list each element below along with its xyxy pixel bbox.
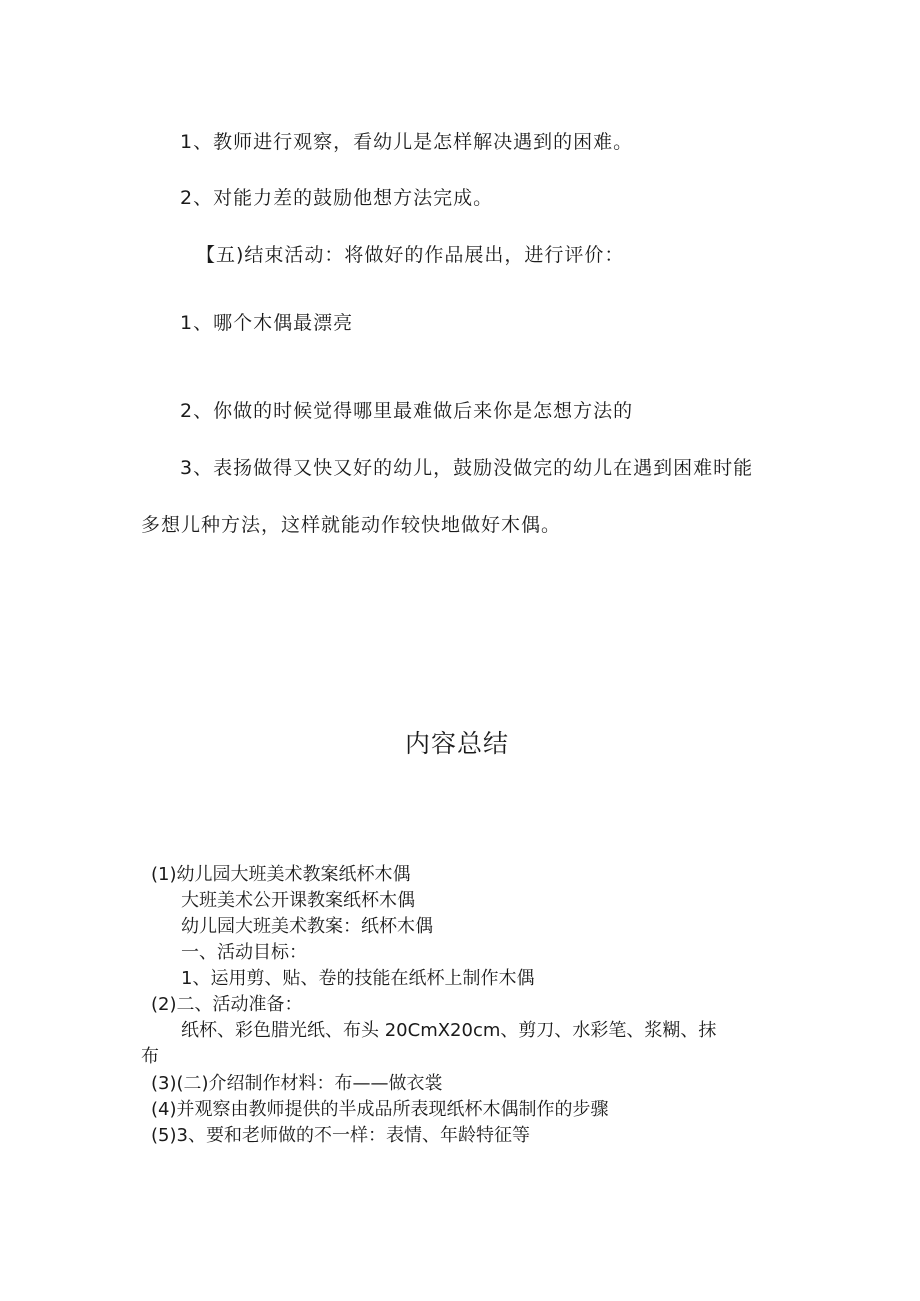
summary-item-1-sub-d: 1、运用剪、贴、卷的技能在纸杯上制作木偶 xyxy=(181,968,535,989)
summary-item-2: (2)二、活动准备： xyxy=(151,994,303,1015)
summary-title: 内容总结 xyxy=(405,729,510,758)
summary-item-4: (4)并观察由教师提供的半成品所表现纸杯木偶制作的步骤 xyxy=(151,1099,609,1120)
paragraph-praise-line1: 3、表扬做得又快又好的幼儿，鼓励没做完的幼儿在遇到困难时能 xyxy=(180,457,754,479)
summary-item-1-sub-b: 幼儿园大班美术教案：纸杯木偶 xyxy=(181,916,433,937)
paragraph-praise-line2: 多想儿种方法，这样就能动作较快地做好木偶。 xyxy=(141,514,562,536)
summary-item-5: (5)3、要和老师做的不一样：表情、年龄特征等 xyxy=(151,1125,530,1146)
paragraph-encourage: 2、对能力差的鼓励他想方法完成。 xyxy=(180,187,494,209)
paragraph-prettiest: 1、哪个木偶最漂亮 xyxy=(180,312,354,334)
summary-item-1: (1)幼儿园大班美术教案纸杯木偶 xyxy=(151,864,411,885)
section-heading-end-activity: 【五)结束活动：将做好的作品展出，进行评价： xyxy=(196,244,625,266)
paragraph-hardest-part: 2、你做的时候觉得哪里最难做后来你是怎想方法的 xyxy=(180,400,634,422)
paragraph-observe: 1、教师进行观察，看幼儿是怎样解决遇到的困难。 xyxy=(180,131,634,153)
summary-item-2-materials-wrap: 布 xyxy=(141,1046,159,1067)
summary-item-2-materials: 纸杯、彩色腊光纸、布头 20CmX20cm、剪刀、水彩笔、浆糊、抹 xyxy=(181,1020,717,1041)
summary-item-1-sub-a: 大班美术公开课教案纸杯木偶 xyxy=(181,890,415,911)
summary-item-3: (3)(二)介绍制作材料：布——做衣裳 xyxy=(151,1073,443,1094)
summary-item-1-sub-c: 一、活动目标： xyxy=(181,942,307,963)
